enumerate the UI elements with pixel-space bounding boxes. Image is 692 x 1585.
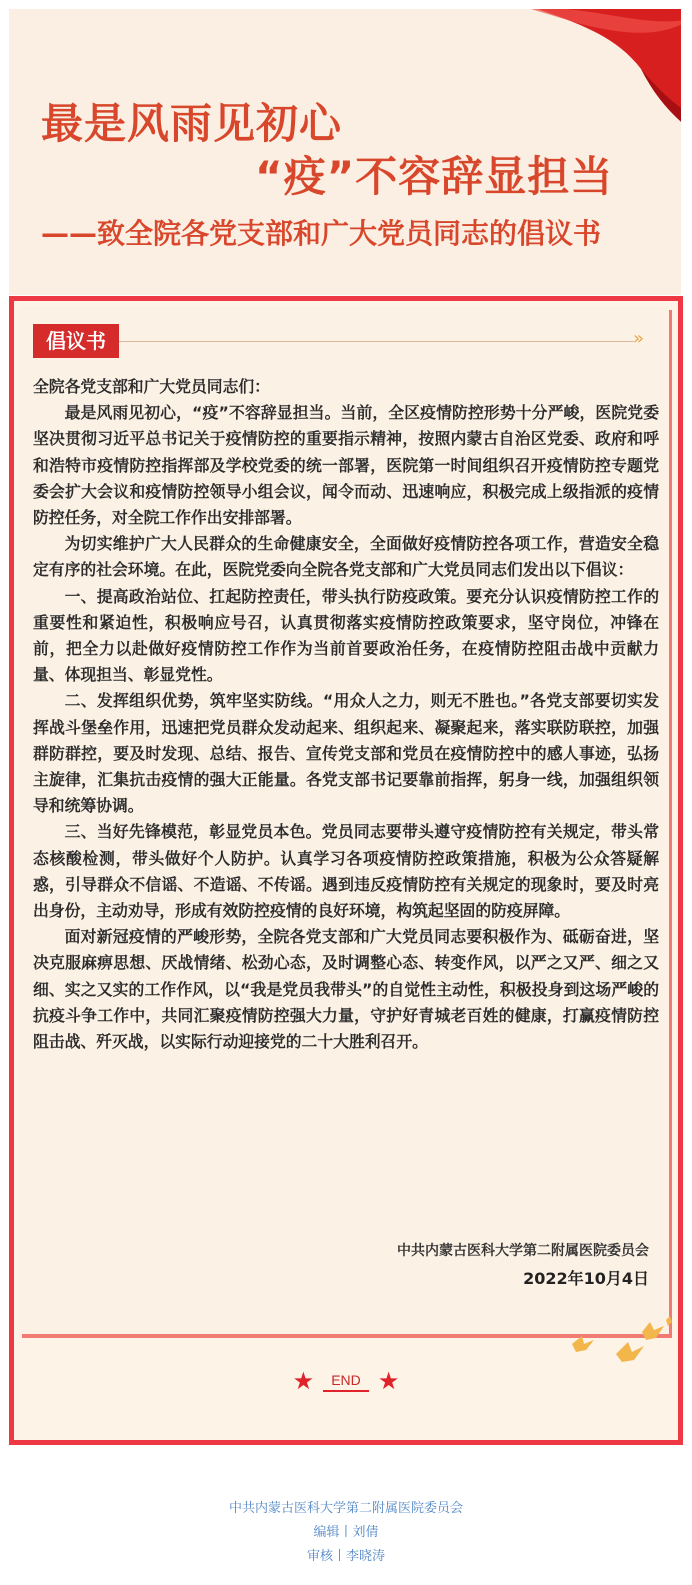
tag-divider — [119, 341, 634, 342]
footer-org: 中共内蒙古医科大学第二附属医院委员会 — [228, 1501, 463, 1516]
banner-title-line2: “疫”不容辞显担当 — [255, 152, 614, 201]
letter-paragraph: 三、当好先锋模范，彰显党员本色。党员同志要带头遵守疫情防控有关规定，带头常态核酸检测，带头做好个人防护。认真学习各项疫情防控政策措施，积极为公众答疑解惑，引导群众不信谣、不造谣、不传谣。遇到违反疫情防控有关规定的现象时，要及时亮出身份，主动劝导，形成有效防控疫情的良好环境，构筑起坚固的防疫屏障。 — [33, 822, 659, 921]
letter-paragraph: 二、发挥组织优势，筑牢坚实防线。“用众人之力，则无不胜也。”各党支部要切实发挥战斗堡垒作用，迅速把党员群众发动起来、组织起来、凝聚起来，落实联防联控，加强群防群控，要及时发现、总结、报告、宣传党支部和党员在疫情防控中的感人事迹，弘扬主旋律，汇集抗击疫情的强大正能量。各党支部书记要靠前指挥，躬身一线，加强组织领导和统筹协调。 — [33, 691, 659, 816]
end-marker — [14, 1367, 678, 1395]
letter-paragraph: 一、提高政治站位、扛起防控责任，带头执行防疫政策。要充分认识疫情防控工作的重要性和紧迫性，积极响应号召，认真贯彻落实疫情防控政策要求，坚守岗位，冲锋在前，把全力以赴做好疫情防控工作作为当前首要政治任务，在疫情防控阻击战中贡献力量、体现担当、彰显党性。 — [33, 586, 659, 685]
letter-greeting: 全院各党支部和广大党员同志们： — [33, 377, 270, 396]
letter-paragraph: 面对新冠疫情的严峻形势，全院各党支部和广大党员同志要积极作为、砥砺奋进，坚决克服麻痹思想、厌战情绪、松劲心态，及时调整心态、转变作风，以严之又严、细之又细、实之又实的工作作风，以“我是党员我带头”的自觉性主动性，积极投身到这场严峻的抗疫斗争工作中，共同汇聚疫情防控强大力量，守护好青城老百姓的健康，打赢疫情防控阻击战、歼灭战，以实际行动迎接党的二十大胜利召开。 — [33, 927, 659, 1052]
doves-decoration — [554, 1314, 672, 1370]
signature-date: 2022年10月4日 — [523, 1269, 649, 1288]
double-arrow-icon: » — [633, 328, 645, 349]
letter-paragraph: 为切实维护广大人民群众的生命健康安全，全面做好疫情防控各项工作，营造安全稳定有序的社会环境。在此，医院党委向全院各党支部和广大党员同志们发出以下倡议： — [33, 534, 659, 580]
letter-paragraph: 最是风雨见初心，“疫”不容辞显担当。当前，全区疫情防控形势十分严峻，医院党委坚决贯彻习近平总书记关于疫情防控的重要指示精神，按照内蒙古自治区党委、政府和呼和浩特市疫情防控指挥部及学校党委的统一部署，医院第一时间组织召开疫情防控专题党委会扩大会议和疫情防控领导小组会议，闻令而动、迅速响应，积极完成上级指派的疫情防控任务，对全院工作作出安排部署。 — [33, 403, 659, 528]
end-label: END — [323, 1370, 369, 1392]
header-banner — [9, 9, 681, 295]
star-icon: ★ — [377, 1367, 400, 1395]
letter-frame — [9, 296, 683, 1445]
red-flag-decoration — [491, 9, 681, 149]
banner-subtitle: ——致全院各党支部和广大党员同志的倡议书 — [41, 217, 602, 250]
signature-org: 中共内蒙古医科大学第二附属医院委员会 — [397, 1243, 649, 1259]
banner-title-line1: 最是风雨见初心 — [41, 99, 343, 148]
footer-editor: 编辑丨刘倩 — [313, 1525, 379, 1540]
star-icon: ★ — [292, 1367, 315, 1395]
footer-reviewer: 审核丨李晓涛 — [306, 1549, 385, 1564]
letter-body — [33, 374, 659, 1055]
letter-tag: 倡议书 — [33, 324, 119, 358]
letter-card — [19, 306, 669, 1334]
